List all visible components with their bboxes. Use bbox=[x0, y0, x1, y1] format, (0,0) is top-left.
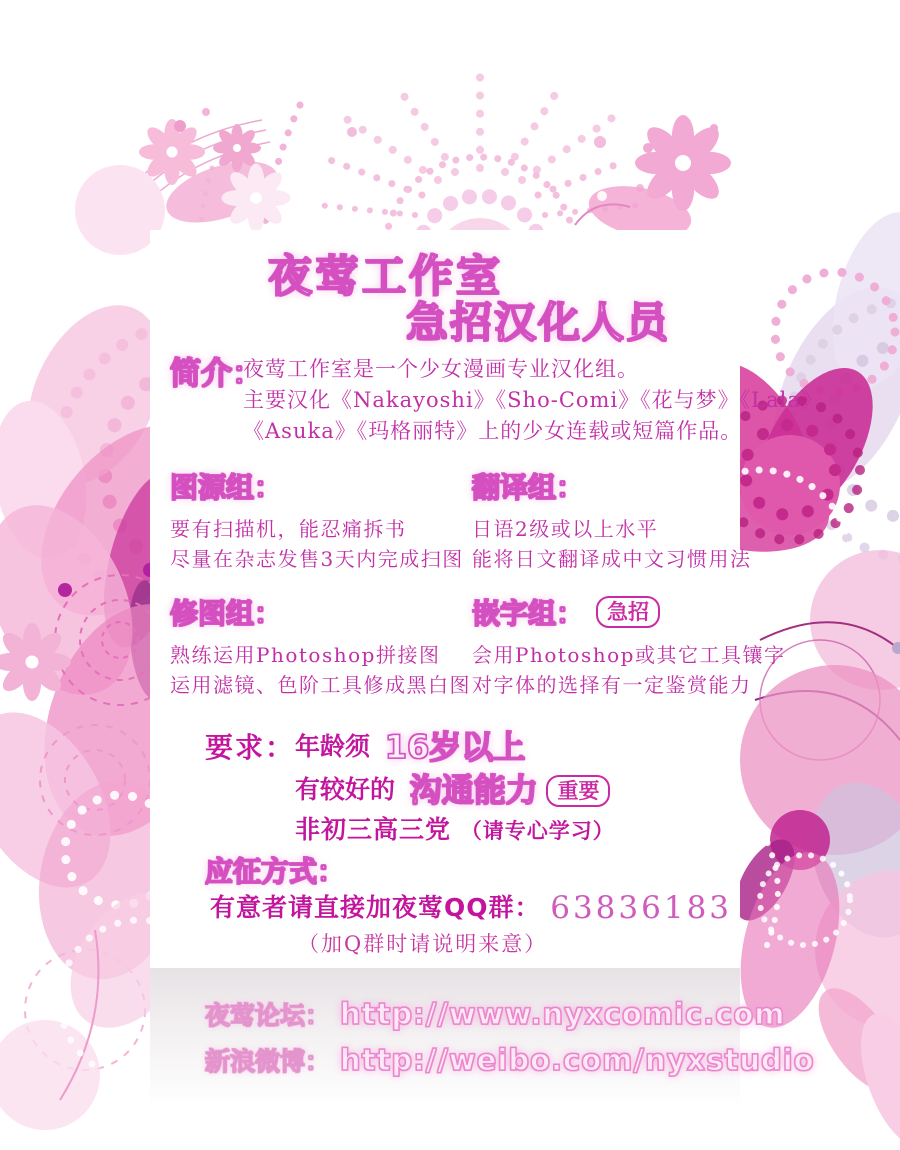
group-typesetting-req-2: 对字体的选择有一定鉴赏能力 bbox=[472, 673, 752, 697]
requirement-student-rule: 非初三高三党 bbox=[295, 815, 452, 844]
intro-line-3: 《Asuka》《玛格丽特》上的少女连载或短篇作品。 bbox=[243, 419, 743, 443]
requirements-label: 要求： bbox=[205, 731, 296, 764]
intro-text bbox=[243, 354, 823, 447]
group-retouch-req-1: 熟练运用Photoshop拼接图 bbox=[170, 643, 441, 667]
group-translation-req-2: 能将日文翻译成中文习惯用法 bbox=[472, 547, 752, 571]
urgent-hiring-badge: 急招 bbox=[596, 596, 660, 628]
group-scan-source-req-2: 尽量在杂志发售3天内完成扫图 bbox=[170, 547, 464, 571]
forum-link-row bbox=[205, 996, 786, 1032]
group-translation-title: 翻译组： bbox=[472, 471, 585, 504]
intro-line-1: 夜莺工作室是一个少女漫画专业汉化组。 bbox=[243, 357, 639, 381]
forum-label: 夜莺论坛： bbox=[205, 1001, 331, 1030]
qq-group-number: 63836183 bbox=[550, 890, 733, 926]
group-translation bbox=[472, 466, 772, 574]
group-retouch-req-2: 运用滤镜、色阶工具修成黑白图 bbox=[170, 673, 471, 697]
studio-title: 夜莺工作室 bbox=[268, 251, 503, 302]
requirement-communication-prefix: 有较好的 bbox=[295, 775, 396, 804]
group-scan-source-req-1: 要有扫描机，能忍痛拆书 bbox=[170, 517, 407, 541]
group-typesetting-title: 嵌字组： bbox=[472, 597, 585, 630]
group-retouch bbox=[170, 592, 470, 700]
important-badge: 重要 bbox=[546, 775, 610, 807]
weibo-url-link[interactable]: http://weibo.com/nyxstudio bbox=[340, 1043, 815, 1077]
group-translation-req-1: 日语2级或以上水平 bbox=[472, 517, 659, 541]
forum-url-link[interactable]: http://www.nyxcomic.com bbox=[340, 997, 786, 1031]
apply-note: （加Q群时请说明来意） bbox=[298, 932, 548, 956]
requirement-student bbox=[295, 810, 615, 846]
group-typesetting bbox=[472, 592, 786, 700]
group-scan-source-title: 图源组： bbox=[170, 471, 283, 504]
weibo-link-row bbox=[205, 1042, 815, 1078]
content-panel bbox=[150, 230, 823, 968]
recruit-subtitle: 急招汉化人员 bbox=[406, 298, 671, 347]
apply-method-label: 应征方式： bbox=[205, 855, 346, 888]
requirement-age bbox=[295, 722, 525, 768]
requirement-student-note: （请专心学习） bbox=[460, 819, 615, 843]
requirement-communication-highlight: 沟通能力 bbox=[409, 771, 538, 809]
requirement-age-highlight: 16岁以上 bbox=[384, 728, 526, 766]
footer bbox=[150, 968, 815, 1108]
apply-qq-line bbox=[210, 888, 732, 926]
apply-qq-prefix: 有意者请直接加夜莺QQ群： bbox=[210, 893, 541, 922]
intro-label: 简介： bbox=[170, 356, 263, 392]
intro-line-2: 主要汉化《Nakayoshi》《Sho-Comi》《花与梦》《Lala》 bbox=[243, 388, 823, 412]
weibo-label: 新浪微博： bbox=[205, 1047, 331, 1076]
top-right-blob-decoration bbox=[575, 115, 731, 246]
group-scan-source bbox=[170, 466, 470, 574]
group-retouch-title: 修图组： bbox=[170, 597, 283, 630]
group-typesetting-req-1: 会用Photoshop或其它工具镶字 bbox=[472, 643, 786, 667]
requirement-age-prefix: 年龄须 bbox=[295, 732, 371, 761]
requirement-communication bbox=[295, 765, 610, 811]
